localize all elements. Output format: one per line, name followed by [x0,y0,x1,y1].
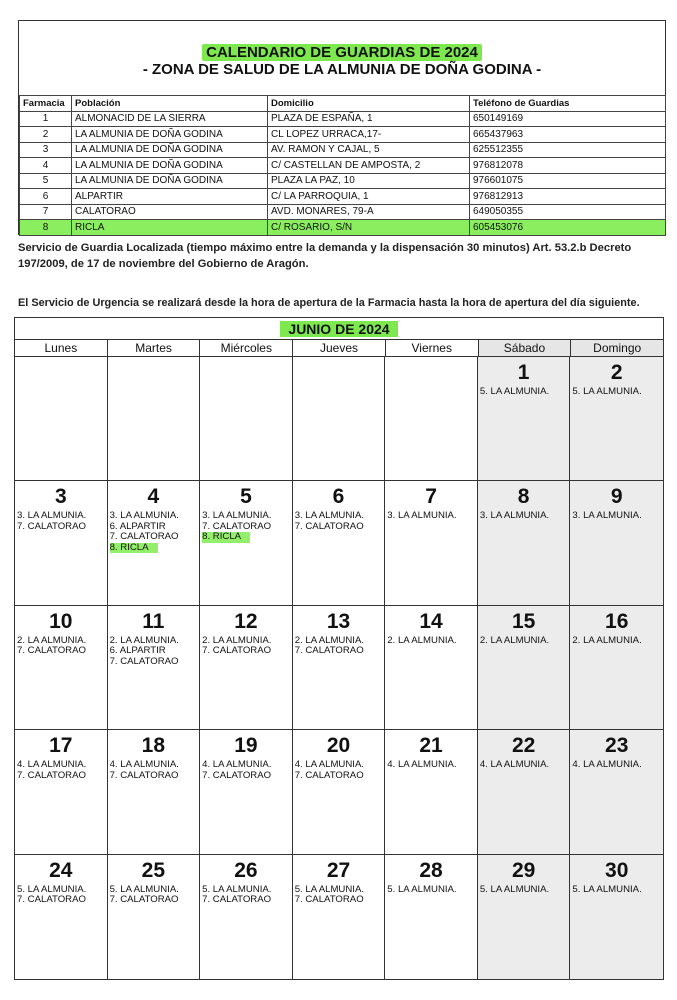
duty-list [108,760,200,781]
duty-list [570,511,663,522]
duty-entry: 3. LA ALMUNIA. [109,510,179,522]
day-number: 16 [605,609,629,633]
day-number: 23 [605,734,629,758]
duty-list [293,636,385,657]
pharmacy-town: LA ALMUNIA DE DOÑA GODINA [72,173,268,189]
day-cell [108,606,201,730]
duty-entry: 4. LA ALMUNIA. [17,759,87,771]
pharmacy-table [19,95,666,236]
duty-list [478,636,570,647]
table-row [20,220,666,236]
duty-entry: 2. LA ALMUNIA. [387,634,457,646]
duty-entry: 2. LA ALMUNIA. [572,634,642,646]
duty-entry: 7. CALATORAO [294,520,364,532]
duty-list [200,636,292,657]
duty-list [108,885,200,906]
duty-entry: 2. LA ALMUNIA. [479,634,550,646]
day-number: 7 [425,485,437,509]
duty-entry: 5. LA ALMUNIA. [479,386,550,397]
duty-entry: 7. CALATORAO [202,769,272,781]
duty-entry: 7. CALATORAO [202,520,272,532]
duty-list [293,760,385,781]
duty-entry: 5. LA ALMUNIA. [17,883,87,895]
pharmacy-address: C/ LA PARROQUIA, 1 [268,189,470,205]
pharmacy-number: 6 [20,189,72,205]
duty-list [15,885,107,906]
pharmacy-phone: 976601075 [470,173,666,189]
duty-entry: 7. CALATORAO [109,894,179,906]
pharmacy-address: CL LOPEZ URRACA,17- [268,127,470,143]
day-cell [108,730,201,854]
day-number: 25 [141,858,166,882]
day-number: 30 [605,858,629,882]
day-cell [478,481,571,605]
day-cell [478,855,571,979]
pharmacy-phone: 605453076 [470,220,666,236]
day-cell [293,730,386,854]
duty-entry: 4. LA ALMUNIA. [109,759,179,771]
day-cell [478,357,571,481]
day-number: 15 [511,609,536,633]
day-cell [570,481,663,605]
duty-list [200,511,292,543]
table-row [20,142,666,158]
weekday-label: Jueves [293,340,386,356]
day-number: 5 [240,485,252,509]
duty-entry: 2. LA ALMUNIA. [109,634,179,646]
duty-list [15,760,107,781]
day-number: 9 [610,485,623,509]
day-number: 3 [54,485,67,509]
day-cell [478,606,571,730]
day-number: 13 [326,609,351,633]
duty-entry: 6. ALPARTIR [109,645,166,657]
pharmacy-town: RICLA [72,220,268,236]
duty-entry: 4. LA ALMUNIA. [572,759,642,771]
day-cell [478,730,571,854]
day-number: 1 [517,361,530,384]
duty-list [293,511,385,532]
duty-entry: 7. CALATORAO [202,645,272,657]
day-cell [15,606,108,730]
duty-entry: 3. LA ALMUNIA. [479,510,550,522]
duty-entry: 5. LA ALMUNIA. [109,883,179,895]
table-row [20,111,666,127]
day-number: 18 [141,734,166,758]
duty-list [385,885,477,896]
duty-entry: 4. LA ALMUNIA. [479,759,550,771]
pharmacy-phone: 976812078 [470,158,666,174]
day-number: 12 [234,609,258,633]
duty-list [385,760,477,771]
col-header-domicilio: Domicilio [268,96,470,112]
duty-list [570,885,663,896]
duty-entry: 4. LA ALMUNIA. [387,759,457,771]
duty-list [108,511,200,553]
duty-entry: 7. CALATORAO [109,655,179,667]
weekday-label: Domingo [571,340,663,356]
calendar-title [15,318,663,340]
table-row [20,127,666,143]
pharmacy-address: C/ CASTELLAN DE AMPOSTA, 2 [268,158,470,174]
day-cell [200,730,293,854]
duty-entry: 3. LA ALMUNIA. [202,510,272,522]
day-cell [385,357,478,481]
duty-entry: 3. LA ALMUNIA. [387,510,457,522]
pharmacy-number: 4 [20,158,72,174]
pharmacy-town: CALATORAO [72,204,268,220]
duty-entry: 5. LA ALMUNIA. [572,883,642,895]
pharmacy-number: 8 [20,220,72,236]
pharmacy-phone: 649050355 [470,204,666,220]
pharmacy-info-box [18,20,666,235]
weekday-header [15,340,663,357]
duty-list [200,760,292,781]
day-cell [385,606,478,730]
day-number: 28 [419,858,443,882]
weekday-label: Sábado [479,340,572,356]
duty-entry: 7. CALATORAO [294,894,364,906]
duty-entry: 6. ALPARTIR [109,520,166,532]
duty-entry: 5. LA ALMUNIA. [294,883,365,895]
service-note: Servicio de Guardia Localizada (tiempo máximo entre la demanda y la dispensación 30 minutos) Art. 53.2.b Decreto 197/2009, de 17 de noviembre del Gobierno de Aragón. [18,242,632,270]
duty-list [15,511,107,532]
day-cell [570,730,663,854]
weekday-label: Martes [108,340,201,356]
duty-entry: 7. CALATORAO [17,645,86,657]
day-cell [200,855,293,979]
duty-entry: 5. LA ALMUNIA. [572,386,642,397]
pharmacy-address: AVD. MONARES, 79-A [268,204,470,220]
day-number: 14 [419,609,443,633]
day-number: 2 [610,361,623,384]
day-cell [293,855,386,979]
duty-list [570,636,663,647]
pharmacy-town: LA ALMUNIA DE DOÑA GODINA [72,142,268,158]
day-number: 8 [517,485,530,509]
duty-entry: 5. LA ALMUNIA. [202,883,272,895]
duty-entry: 3. LA ALMUNIA. [17,510,87,522]
day-number: 21 [419,734,443,758]
pharmacy-address: PLAZA DE ESPAÑA, 1 [268,111,470,127]
pharmacy-phone: 625512355 [470,142,666,158]
urgency-note: El Servicio de Urgencia se realizará desde la hora de apertura de la Farmacia hasta la hora de apertura del día siguiente. [18,297,640,309]
day-cell [293,606,386,730]
day-number: 10 [49,609,73,633]
duty-entry: 3. LA ALMUNIA. [294,510,365,522]
day-cell [200,357,293,481]
duty-list [15,636,107,657]
day-cell [385,855,478,979]
duty-entry: 2. LA ALMUNIA. [17,634,87,646]
duty-entry: 5. LA ALMUNIA. [479,883,550,895]
duty-list [108,636,200,668]
day-cell [293,357,386,481]
duty-entry: 7. CALATORAO [17,520,86,532]
duty-entry: 2. LA ALMUNIA. [202,634,272,646]
day-cell [570,606,663,730]
duty-list [478,760,570,771]
duty-entry: 4. LA ALMUNIA. [202,759,272,771]
day-number: 11 [142,609,165,633]
duty-entry: 5. LA ALMUNIA. [387,883,457,895]
day-cell [108,481,201,605]
duty-entry: 7. CALATORAO [202,894,272,906]
duty-entry: 3. LA ALMUNIA. [572,510,642,522]
day-cell [15,730,108,854]
duty-entry: 7. CALATORAO [17,769,86,781]
table-row [20,158,666,174]
weekday-label: Viernes [386,340,479,356]
day-cell [200,481,293,605]
col-header-farmacia: Farmacia [20,96,72,112]
duty-list [570,387,663,398]
pharmacy-town: LA ALMUNIA DE DOÑA GODINA [72,127,268,143]
day-cell [15,357,108,481]
day-number: 24 [49,858,73,882]
day-cell [200,606,293,730]
table-header-row [20,96,666,112]
pharmacy-town: ALPARTIR [72,189,268,205]
weekday-label: Lunes [15,340,108,356]
duty-list [478,885,570,896]
duty-list [478,387,570,398]
day-cell [570,855,663,979]
pharmacy-address: PLAZA LA PAZ, 10 [268,173,470,189]
day-number: 20 [326,734,351,758]
duty-entry: 7. CALATORAO [109,769,179,781]
day-number: 6 [332,485,345,509]
pharmacy-number: 2 [20,127,72,143]
day-number: 17 [49,734,73,758]
title-line-1: CALENDARIO DE GUARDIAS DE 2024 [202,44,482,61]
pharmacy-number: 1 [20,111,72,127]
document-title [19,21,665,95]
duty-entry: 4. LA ALMUNIA. [294,759,365,771]
calendar-month-label: JUNIO DE 2024 [280,321,397,337]
day-cell [15,855,108,979]
calendar-grid [15,357,663,979]
day-cell [385,481,478,605]
day-number: 27 [326,858,351,882]
duty-list [293,885,385,906]
duty-entry: 7. CALATORAO [294,645,364,657]
pharmacy-town: ALMONACID DE LA SIERRA [72,111,268,127]
duty-list [478,511,570,522]
day-cell [293,481,386,605]
pharmacy-address: AV. RAMON Y CAJAL, 5 [268,142,470,158]
day-number: 26 [234,858,258,882]
day-number: 19 [234,734,258,758]
duty-list [200,885,292,906]
pharmacy-town: LA ALMUNIA DE DOÑA GODINA [72,158,268,174]
duty-entry: 8. RICLA [110,543,158,554]
day-number: 22 [511,734,536,758]
pharmacy-phone: 665437963 [470,127,666,143]
table-row [20,204,666,220]
duty-entry: 2. LA ALMUNIA. [294,634,365,646]
day-number: 29 [511,858,536,882]
pharmacy-number: 7 [20,204,72,220]
table-row [20,173,666,189]
table-row [20,189,666,205]
col-header-telefono: Teléfono de Guardias [470,96,666,112]
title-line-2: - ZONA DE SALUD DE LA ALMUNIA DE DOÑA GODINA - [142,61,542,78]
pharmacy-phone: 976812913 [470,189,666,205]
day-number: 4 [147,485,160,509]
pharmacy-phone: 650149169 [470,111,666,127]
day-cell [570,357,663,481]
duty-list [385,511,477,522]
duty-entry: 7. CALATORAO [17,894,86,906]
pharmacy-number: 3 [20,142,72,158]
day-cell [108,357,201,481]
duty-entry: 7. CALATORAO [294,769,364,781]
day-cell [385,730,478,854]
duty-entry: 7. CALATORAO [109,531,179,543]
pharmacy-number: 5 [20,173,72,189]
day-cell [15,481,108,605]
day-cell [108,855,201,979]
pharmacy-address: C/ ROSARIO, S/N [268,220,470,236]
duty-entry: 8. RICLA [202,532,250,543]
weekday-label: Miércoles [200,340,293,356]
month-calendar [14,317,664,980]
duty-list [385,636,477,647]
duty-list [570,760,663,771]
col-header-poblacion: Población [72,96,268,112]
